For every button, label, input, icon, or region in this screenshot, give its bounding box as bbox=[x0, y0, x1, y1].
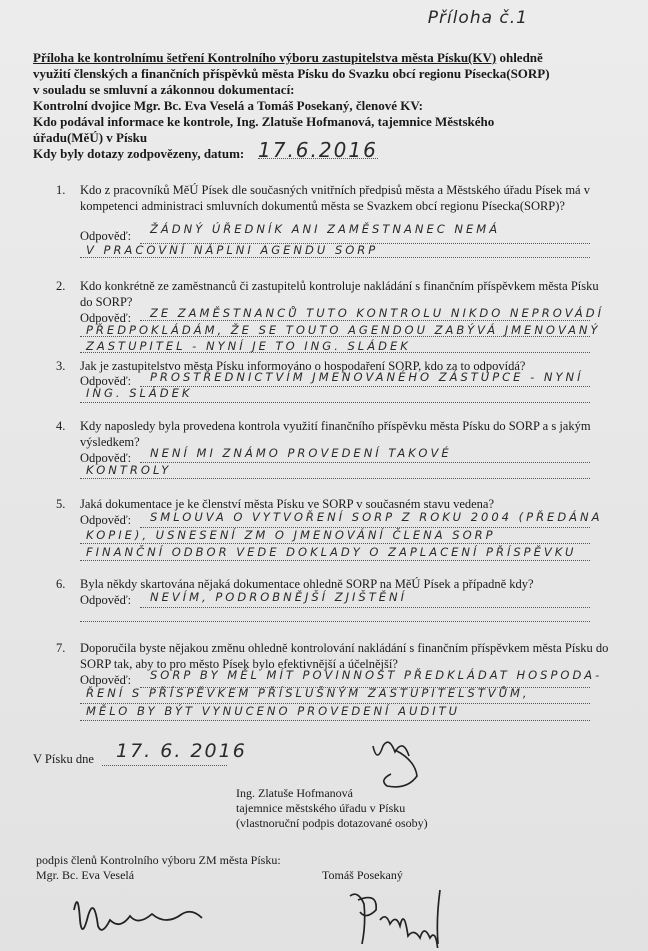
handwritten-answer-line: KOPIE), USNESENÍ ZM O JMENOVÁNÍ ČLENA SORP bbox=[86, 528, 496, 542]
question-text: Doporučila byste nějakou změnu ohledně kontrolování nakládání s finančním příspěvkem města Písku do SORP tak, aby to pro město Písek bylo efektivnější a účelnější? bbox=[80, 641, 609, 671]
handwritten-answer-line: SORP BY MĚL MÍT POVINNOST PŘEDKLÁDAT HOSPODA- bbox=[150, 668, 603, 682]
handwritten-answer-line: MĚLO BY BÝT VYNUCENO PROVEDENÍ AUDITU bbox=[86, 704, 461, 718]
question-number: 7. bbox=[56, 641, 66, 655]
answer-label: Odpověď: bbox=[80, 451, 132, 465]
members-title: podpis členů Kontrolního výboru ZM města Písku: bbox=[36, 853, 281, 867]
question-text: Jaká dokumentace je ke členství města Písku ve SORP v současném stavu vedena? bbox=[80, 497, 495, 511]
handwritten-answer-line: NEVÍM, PODROBNĚJŠÍ ZJIŠTĚNÍ bbox=[150, 590, 407, 604]
question-number: 3. bbox=[56, 359, 66, 373]
handwritten-answer-line: SMLOUVA O VYTVOŘENÍ SORP Z ROKU 2004 (PŘEDÁNA bbox=[150, 510, 603, 524]
question-number: 6. bbox=[56, 577, 66, 591]
question-text: Kdy naposledy byla provedena kontrola využití finančního příspěvku města Písku do SORP a s jakým výsledkem? bbox=[80, 419, 591, 449]
answer-label: Odpověď: bbox=[80, 229, 132, 243]
answered-date: 17.6.2016 bbox=[258, 138, 378, 162]
question-text: Kdo z pracovníků MěÚ Písek dle současných vnitřních předpisů města a Městského úřadu Písek má v kompetenci administraci smluvních dokumentů města se Svazkem obcí regionu Písecka(SORP)? bbox=[80, 183, 590, 213]
place-label: V Písku dne bbox=[33, 752, 94, 766]
question-text: Jak je zastupitelstvo města Písku informováno o hospodaření SORP, kdo za to odpovídá? bbox=[80, 359, 526, 373]
answer-dotted-line bbox=[80, 478, 590, 479]
question-number: 5. bbox=[56, 497, 66, 511]
header-line-1 bbox=[33, 50, 633, 66]
handwritten-answer-line: PŘEDPOKLÁDÁM, ŽE SE TOUTO AGENDOU ZABÝVÁ JMENOVANÝ bbox=[86, 323, 601, 337]
handwritten-answer-line: FINANČNÍ ODBOR VEDE DOKLADY O ZAPLACENÍ PŘÍSPĚVKU bbox=[86, 545, 577, 559]
place-date-dotted-line bbox=[102, 765, 227, 766]
handwritten-answer-line: ING. SLÁDEK bbox=[86, 386, 193, 400]
answer-label: Odpověď: bbox=[80, 311, 132, 325]
signature-posekany bbox=[340, 880, 480, 948]
question-number: 1. bbox=[56, 183, 66, 197]
answer-dotted-line bbox=[80, 402, 590, 403]
members-block bbox=[36, 853, 281, 883]
answer-dotted-line bbox=[140, 320, 590, 321]
handwritten-answer-line: ZASTUPITEL - NYNÍ JE TO ING. SLÁDEK bbox=[86, 339, 411, 353]
signer-role: tajemnice městského úřadu v Písku bbox=[236, 801, 406, 815]
question-text: Byla někdy skartována nějaká dokumentace ohledně SORP na MěÚ Písek a případně kdy? bbox=[80, 577, 534, 591]
signer-name: Ing. Zlatuše Hofmanová bbox=[236, 786, 353, 800]
answer-dotted-line bbox=[140, 462, 590, 463]
handwritten-answer-line: V PRACOVNÍ NÁPLNI AGENDU SORP bbox=[86, 243, 379, 257]
header-line-7: Kdy byly dotazy zodpovězeny, datum: bbox=[33, 146, 245, 161]
header-line-5: Kdo podával informace ke kontrole, Ing. Zlatuše Hofmanová, tajemnice Městského bbox=[33, 114, 495, 129]
answer-label: Odpověď: bbox=[80, 513, 132, 527]
signer-block bbox=[236, 786, 428, 831]
handwritten-answer-line: NENÍ MI ZNÁMO PROVEDENÍ TAKOVÉ bbox=[150, 446, 452, 460]
answer-label: Odpověď: bbox=[80, 374, 132, 388]
header-title-suffix: ohledně bbox=[496, 50, 543, 65]
answer-label: Odpověď: bbox=[80, 593, 132, 607]
header-line-2: využití členských a finančních příspěvků města Písku do Svazku obcí regionu Písecka(SORP) bbox=[33, 66, 550, 81]
answer-dotted-line bbox=[140, 607, 590, 608]
answer-dotted-line bbox=[80, 720, 590, 721]
answer-dotted-line bbox=[80, 543, 590, 544]
handwritten-answer-line: KONTROLY bbox=[86, 463, 172, 477]
place-date: 17. 6. 2016 bbox=[116, 740, 247, 762]
answer-dotted-line bbox=[80, 560, 590, 561]
handwritten-answer-line: ŽÁDNÝ ÚŘEDNÍK ANI ZAMĚSTNANEC NEMÁ bbox=[150, 222, 501, 236]
member-1-name: Mgr. Bc. Eva Veselá bbox=[36, 868, 135, 882]
answer-label: Odpověď: bbox=[80, 673, 132, 687]
question-number: 4. bbox=[56, 419, 66, 433]
answer-dotted-line bbox=[80, 621, 590, 622]
header-title: Příloha ke kontrolnímu šetření Kontrolního výboru zastupitelstva města Písku(KV) bbox=[33, 50, 497, 65]
question-text: Kdo konkrétně ze zaměstnanců či zastupitelů kontroluje nakládání s finančním příspěvkem města Písku do SORP? bbox=[80, 279, 599, 309]
member-2-name: Tomáš Posekaný bbox=[322, 868, 403, 882]
header-line-4: Kontrolní dvojice Mgr. Bc. Eva Veselá a Tomáš Posekaný, členové KV: bbox=[33, 98, 423, 113]
header-line-6: úřadu(MěÚ) v Písku bbox=[33, 130, 148, 145]
handwritten-answer-line: ŘENÍ S PŘÍSPĚVKEM PŘÍSLUŠNÝM ZASTUPITELSTVŮM, bbox=[86, 686, 530, 700]
signature-vesela bbox=[68, 880, 258, 940]
answer-dotted-line bbox=[140, 386, 590, 387]
attachment-note: Příloha č.1 bbox=[427, 8, 528, 28]
question-number: 2. bbox=[56, 279, 66, 293]
header-line-3: v souladu se smluvní a zákonnou dokumentací: bbox=[33, 82, 295, 97]
handwritten-answer-line: PROSTŘEDNICTVÍM JMENOVANÉHO ZÁSTUPCE - NYNÍ bbox=[150, 370, 584, 384]
handwritten-answer-line: ZE ZAMĚSTNANCŮ TUTO KONTROLU NIKDO NEPROVÁDÍ bbox=[150, 306, 604, 320]
signer-note: (vlastnoruční podpis dotazované osoby) bbox=[236, 816, 428, 830]
answer-dotted-line bbox=[80, 257, 590, 258]
